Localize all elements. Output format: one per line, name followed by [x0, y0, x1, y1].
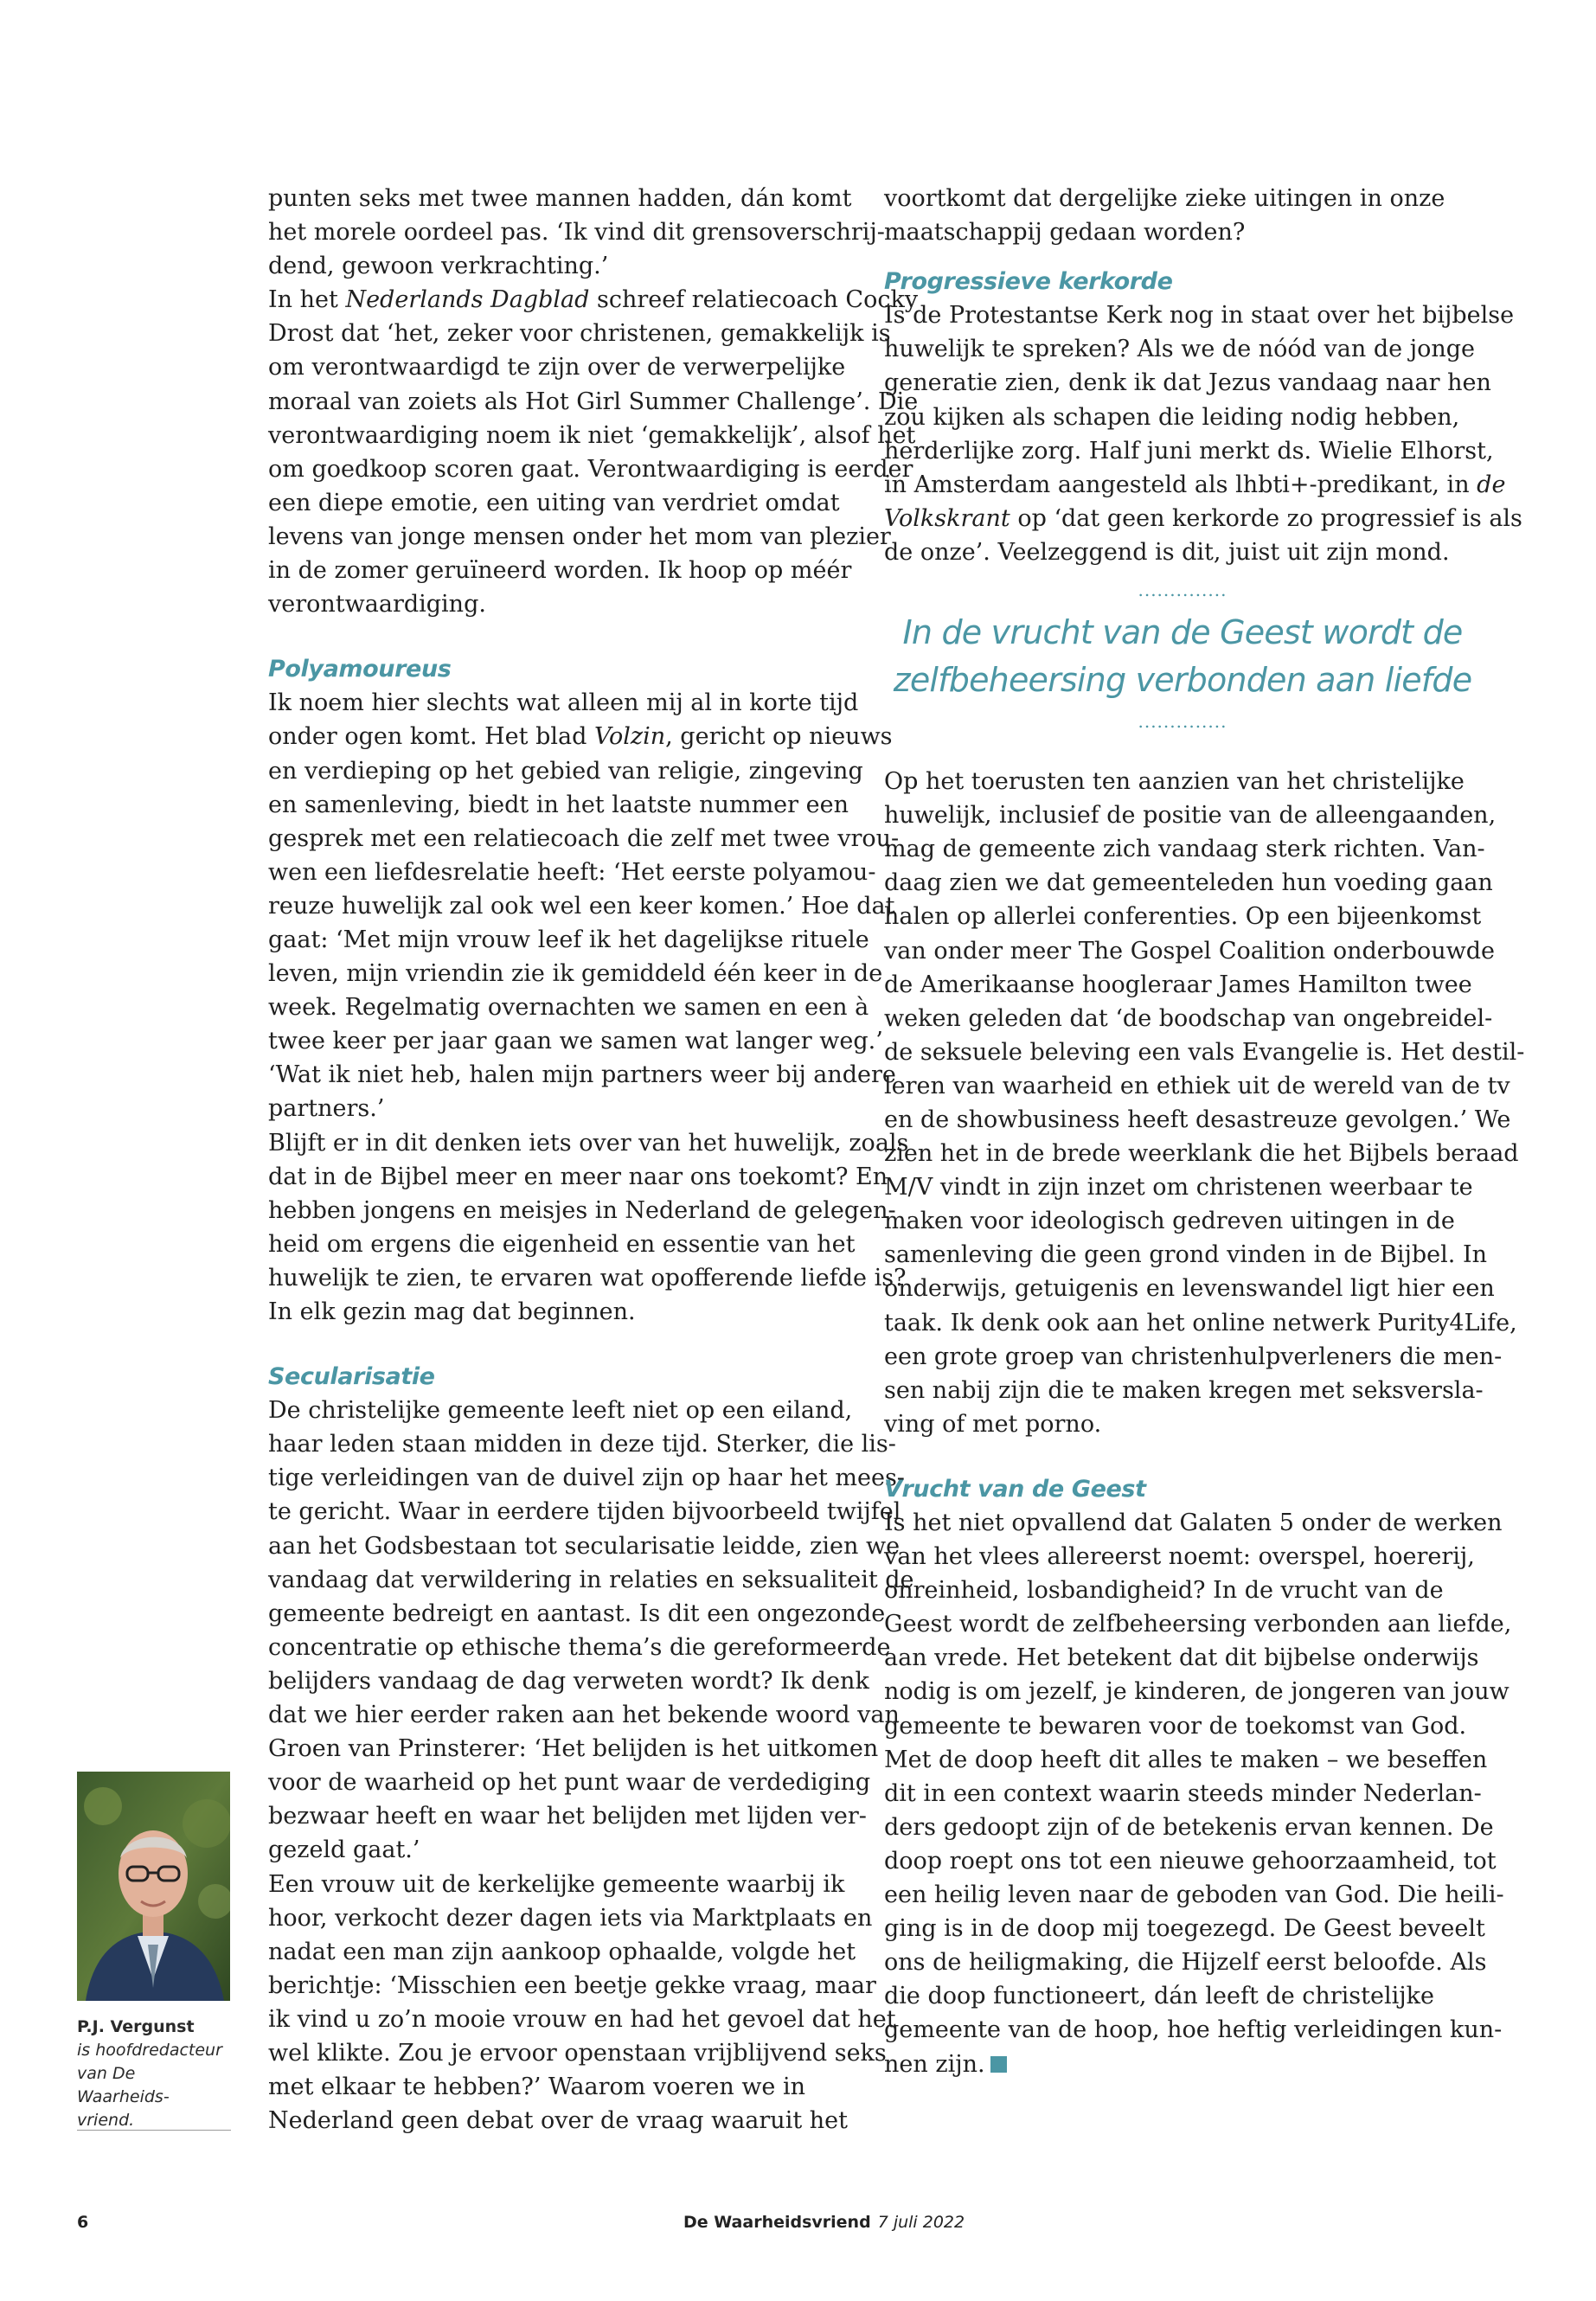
- text-line: wen een liefdesrelatie heeft: ‘Het eerste polyamou-: [268, 858, 876, 886]
- author-role-line: vriend.: [77, 2111, 135, 2130]
- text-line: een heilig leven naar de geboden van God. Die heili-: [884, 1881, 1504, 1909]
- text-line: punten seks met twee mannen hadden, dán komt: [268, 185, 852, 212]
- text-segment: nen zijn.: [884, 2050, 985, 2078]
- text-line: taak. Ik denk ook aan het online netwerk Purity4Life,: [884, 1309, 1517, 1336]
- text-line: om verontwaardigd te zijn over de verwerpelijke: [268, 354, 846, 381]
- text-line: In elk gezin mag dat beginnen.: [268, 1298, 636, 1325]
- text-line: van onder meer The Gospel Coalition onderbouwde: [884, 937, 1495, 965]
- text-line: gemeente bedreigt en aantast. Is dit een ongezonde: [268, 1599, 886, 1627]
- text-line: te gericht. Waar in eerdere tijden bijvoorbeeld twijfel: [268, 1498, 901, 1526]
- text-line: reuze huwelijk zal ook wel een keer komen.’ Hoe dat: [268, 892, 895, 920]
- text-line: onreinheid, losbandigheid? In de vrucht van de: [884, 1577, 1444, 1605]
- text-line: ders gedoopt zijn of de betekenis ervan kennen. De: [884, 1813, 1494, 1841]
- text-line: onderwijs, getuigenis en levenswandel ligt hier een: [884, 1275, 1495, 1303]
- section-heading: Secularisatie: [268, 1363, 435, 1391]
- article-column-left: [268, 182, 919, 2138]
- publication-name: Volzin: [593, 723, 666, 751]
- quote-divider: ..............: [1138, 580, 1227, 601]
- text-line: het morele oordeel pas. ‘Ik vind dit grensoverschrij-: [268, 219, 885, 247]
- text-line: voortkomt dat dergelijke zieke uitingen in onze: [884, 185, 1445, 212]
- text-line: dend, gewoon verkrachting.’: [268, 253, 609, 280]
- text-line: aan het Godsbestaan tot secularisatie leidde, zien we: [268, 1532, 901, 1560]
- text-line: verontwaardiging noem ik niet ‘gemakkelijk’, alsof het: [268, 421, 916, 449]
- publication-name: de: [1477, 471, 1506, 498]
- text-line: huwelijk, inclusief de positie van de alleengaanden,: [884, 802, 1497, 830]
- text-line: moraal van zoiets als Hot Girl Summer Challenge’. Die: [268, 388, 919, 415]
- text-line: ik vind u zo’n mooie vrouw en had het gevoel dat het: [268, 2005, 896, 2033]
- text-segment: op ‘dat geen kerkorde zo progressief is als: [1010, 504, 1522, 532]
- text-line: maatschappij gedaan worden?: [884, 219, 1246, 247]
- text-line: van het vlees allereerst noemt: overspel, hoererij,: [884, 1543, 1475, 1571]
- text-line: gezeld gaat.’: [268, 1836, 420, 1864]
- caption-divider: [77, 2130, 231, 2131]
- text-line: samenleving die geen grond vinden in de Bijbel. In: [884, 1241, 1488, 1269]
- publication-date: 7 juli 2022: [877, 2213, 965, 2232]
- text-line: ving of met porno.: [884, 1410, 1102, 1438]
- text-line: gaat: ‘Met mijn vrouw leef ik het dagelijkse rituele: [268, 926, 869, 953]
- text-line: tige verleidingen van de duivel zijn op haar het mees-: [268, 1465, 905, 1492]
- text-line: Op het toerusten ten aanzien van het christelijke: [884, 768, 1465, 796]
- text-line: met elkaar te hebben?’ Waarom voeren we in: [268, 2073, 806, 2101]
- text-line: doop roept ons tot een nieuwe gehoorzaamheid, tot: [884, 1847, 1497, 1875]
- text-line: nodig is om jezelf, je kinderen, de jongeren van jouw: [884, 1678, 1509, 1706]
- text-segment: in Amsterdam aangesteld als lhbti+-predikant, in: [884, 471, 1477, 498]
- text-line: en de showbusiness heeft desastreuze gevolgen.’ We: [884, 1106, 1511, 1133]
- author-role-line: is hoofdredacteur: [77, 2041, 222, 2060]
- text-line: in de zomer geruïneerd worden. Ik hoop op méér: [268, 557, 852, 585]
- text-line: een diepe emotie, een uiting van verdriet omdat: [268, 489, 840, 516]
- text-line: voor de waarheid op het punt waar de verdediging: [268, 1769, 871, 1797]
- text-segment: , gericht op nieuws: [665, 723, 893, 751]
- text-line: haar leden staan midden in deze tijd. Sterker, die lis-: [268, 1431, 896, 1458]
- paragraph: [268, 686, 909, 1329]
- text-line: om goedkoop scoren gaat. Verontwaardiging is eerder: [268, 455, 913, 483]
- text-line: daag zien we dat gemeenteleden hun voeding gaan: [884, 869, 1493, 897]
- text-line: een grote groep van christenhulpverleners die men-: [884, 1343, 1503, 1370]
- text-line: M/V vindt in zijn inzet om christenen weerbaar te: [884, 1174, 1473, 1202]
- text-line: Groen van Prinsterer: ‘Het belijden is het uitkomen: [268, 1735, 879, 1763]
- paragraph: [884, 298, 1522, 569]
- text-line: [884, 2048, 1481, 2081]
- text-line: concentratie op ethische thema’s die gereformeerde: [268, 1633, 891, 1661]
- end-square-icon: [990, 2056, 1007, 2073]
- paragraph: [268, 1394, 914, 2138]
- text-line: leren van waarheid en ethiek uit de wereld van de tv: [884, 1072, 1510, 1099]
- quote-divider: ..............: [1138, 711, 1227, 733]
- quote-line: In de vrucht van de Geest wordt de: [902, 613, 1463, 652]
- author-name: P.J. Vergunst: [77, 2017, 195, 2036]
- text-line: Een vrouw uit de kerkelijke gemeente waarbij ik: [268, 1870, 845, 1898]
- text-line: belijders vandaag de dag verweten wordt? Ik denk: [268, 1667, 869, 1695]
- text-line: berichtje: ‘Misschien een beetje gekke vraag, maar: [268, 1971, 876, 1999]
- text-line: huwelijk te spreken? Als we de nóód van de jonge: [884, 336, 1475, 363]
- text-line: leven, mijn vriendin zie ik gemiddeld één keer in de: [268, 960, 883, 988]
- text-line: [884, 502, 1522, 535]
- text-line: herderlijke zorg. Half juni merkt ds. Wielie Elhorst,: [884, 437, 1494, 465]
- text-line: week. Regelmatig overnachten we samen en een à: [268, 994, 869, 1022]
- text-line: en samenleving, biedt in het laatste nummer een: [268, 791, 849, 818]
- text-line: Drost dat ‘het, zeker voor christenen, gemakkelijk is: [268, 320, 891, 348]
- section-heading: Progressieve kerkorde: [884, 268, 1173, 296]
- text-line: levens van jonge mensen onder het mom van plezier: [268, 522, 891, 550]
- text-line: zien het in de brede weerklank die het Bijbels beraad: [884, 1140, 1519, 1168]
- text-line: ging is in de doop mij toegezegd. De Geest beveelt: [884, 1915, 1485, 1943]
- text-line: dat in de Bijbel meer en meer naar ons toekomt? En: [268, 1163, 888, 1190]
- text-line: hebben jongens en meisjes in Nederland de gelegen-: [268, 1196, 896, 1224]
- text-line: De christelijke gemeente leeft niet op een eiland,: [268, 1397, 853, 1425]
- text-line: vandaag dat verwildering in relaties en seksualiteit de: [268, 1566, 914, 1593]
- text-line: de Amerikaanse hoogleraar James Hamilton twee: [884, 971, 1472, 998]
- article-column-right: [884, 182, 1525, 2081]
- text-line: sen nabij zijn die te maken kregen met seksversla-: [884, 1376, 1484, 1404]
- text-line: aan vrede. Het betekent dat dit bijbelse onderwijs: [884, 1644, 1479, 1672]
- text-line: Met de doop heeft dit alles te maken – we beseffen: [884, 1746, 1488, 1773]
- text-line: ‘Wat ik niet heb, halen mijn partners weer bij andere: [268, 1061, 896, 1089]
- text-line: Nederland geen debat over de vraag waaruit het: [268, 2107, 848, 2135]
- footer-publication: [683, 2213, 965, 2232]
- pull-quote-text: [884, 609, 1481, 704]
- text-line: ons de heiligmaking, die Hijzelf eerst beloofde. Als: [884, 1949, 1487, 1977]
- text-line: twee keer per jaar gaan we samen wat langer weg.’: [268, 1028, 883, 1055]
- text-line: Is het niet opvallend dat Galaten 5 onder de werken: [884, 1509, 1503, 1536]
- text-line: hoor, verkocht dezer dagen iets via Marktplaats en: [268, 1904, 873, 1932]
- text-line: Ik noem hier slechts wat alleen mij al in korte tijd: [268, 689, 859, 717]
- text-line: [884, 468, 1506, 502]
- text-line: gemeente te bewaren voor de toekomst van God.: [884, 1712, 1467, 1740]
- text-line: nadat een man zijn aankoop ophaalde, volgde het: [268, 1938, 856, 1965]
- text-segment: In het: [268, 286, 346, 314]
- paragraph: [884, 765, 1525, 1441]
- author-caption: [77, 2016, 231, 2132]
- text-line: weken geleden dat ‘de boodschap van ongebreidel-: [884, 1004, 1493, 1032]
- text-line: [268, 720, 893, 753]
- text-line: huwelijk te zien, te ervaren wat opofferende liefde is?: [268, 1264, 907, 1292]
- section-heading: Polyamoureus: [268, 656, 452, 683]
- quote-line: zelfbeheersing verbonden aan liefde: [893, 661, 1472, 700]
- text-line: Is de Protestantse Kerk nog in staat over het bijbelse: [884, 302, 1515, 330]
- text-line: dit in een context waarin steeds minder Nederlan-: [884, 1779, 1482, 1807]
- text-line: de seksuele beleving een vals Evangelie is. Het destil-: [884, 1038, 1525, 1066]
- publication-name: Nederlands Dagblad: [345, 286, 590, 314]
- text-line: gesprek met een relatiecoach die zelf met twee vrou-: [268, 824, 900, 852]
- paragraph: [884, 1506, 1512, 2081]
- text-segment: onder ogen komt. Het blad: [268, 723, 594, 751]
- text-line: zou kijken als schapen die leiding nodig hebben,: [884, 403, 1460, 431]
- text-line: halen op allerlei conferenties. Op een bijeenkomst: [884, 903, 1482, 931]
- text-line: bezwaar heeft en waar het belijden met lijden ver-: [268, 1803, 867, 1830]
- text-line: en verdieping op het gebied van religie, zingeving: [268, 757, 863, 785]
- author-role-line: van De Waarheids-: [77, 2064, 170, 2106]
- text-line: generatie zien, denk ik dat Jezus vandaag naar hen: [884, 369, 1491, 397]
- text-line: de onze’. Veelzeggend is dit, juist uit zijn mond.: [884, 538, 1450, 566]
- text-line: gemeente van de hoop, hoe heftig verleidingen kun-: [884, 2016, 1503, 2044]
- author-photo: [77, 1772, 230, 2001]
- text-segment: schreef relatiecoach Cocky: [589, 286, 919, 314]
- text-line: Geest wordt de zelfbeheersing verbonden aan liefde,: [884, 1611, 1512, 1638]
- paragraph: [884, 182, 1481, 249]
- text-line: heid om ergens die eigenheid en essentie van het: [268, 1230, 856, 1258]
- text-line: mag de gemeente zich vandaag sterk richten. Van-: [884, 836, 1485, 863]
- pull-quote: [884, 580, 1481, 733]
- publication-name: Volkskrant: [884, 504, 1010, 532]
- text-line: Blijft er in dit denken iets over van het huwelijk, zoals: [268, 1129, 909, 1157]
- text-line: verontwaardiging.: [268, 591, 486, 619]
- page-number: 6: [77, 2213, 89, 2232]
- publication-title: De Waarheidsvriend: [683, 2213, 871, 2232]
- section-heading: Vrucht van de Geest: [884, 1475, 1146, 1503]
- text-line: wel klikte. Zou je ervoor openstaan vrijblijvend seks: [268, 2039, 887, 2067]
- text-line: maken voor ideologisch gedreven uitingen in de: [884, 1208, 1455, 1235]
- paragraph: [268, 182, 919, 621]
- text-line: [268, 283, 919, 317]
- text-line: die doop functioneert, dán leeft de christelijke: [884, 1983, 1434, 2010]
- text-line: dat we hier eerder raken aan het bekende woord van: [268, 1702, 900, 1729]
- text-line: partners.’: [268, 1095, 385, 1123]
